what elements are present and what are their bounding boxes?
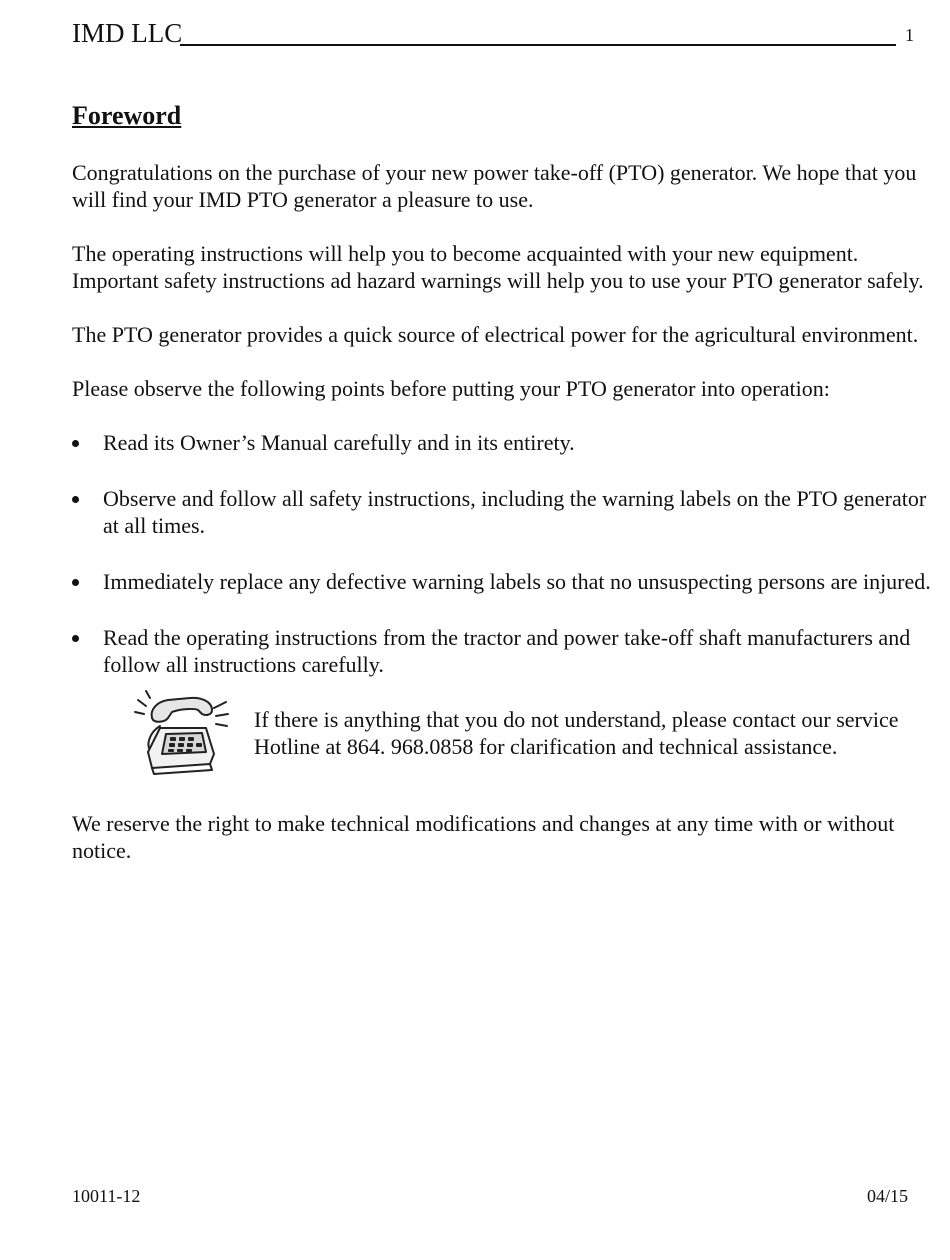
bullet-icon (72, 440, 79, 447)
footer-doc-number: 10011-12 (72, 1186, 141, 1206)
paragraph-observe-points: Please observe the following points before putting your PTO generator into operation: (72, 376, 830, 401)
list-item (72, 429, 932, 456)
paragraph-congratulations: Congratulations on the purchase of your new power take-off (PTO) generator. We hope that you will find your IMD PTO generator a pleasure to use. (72, 160, 917, 212)
list-item-text: Read the operating instructions from the tractor and power take-off shaft manufacturers and follow all instructions carefully. (103, 625, 911, 677)
list-item (72, 568, 932, 595)
section-title: Foreword (72, 101, 182, 130)
company-name: IMD LLC (72, 18, 183, 48)
paragraph-operating-instructions: The operating instructions will help you to become acquainted with your new equipment. Important safety instructions ad hazard warnings will help you to use your PTO generator safely. (72, 241, 924, 293)
page-number: 1 (905, 25, 914, 45)
list-item-text: Read its Owner’s Manual carefully and in its entirety. (103, 430, 575, 455)
bullet-icon (72, 496, 79, 503)
list-item (72, 624, 932, 678)
page-header (72, 16, 914, 50)
document-body (72, 100, 932, 891)
list-item-text: Immediately replace any defective warning labels so that no unsuspecting persons are injured. (103, 569, 931, 594)
paragraph-power-source: The PTO generator provides a quick source of electrical power for the agricultural environment. (72, 322, 919, 347)
paragraph-closing: We reserve the right to make technical modifications and changes at any time with or without notice. (72, 811, 895, 863)
list-item (72, 485, 932, 539)
bullet-list (72, 429, 932, 678)
footer-date: 04/15 (866, 1186, 908, 1206)
bullet-icon (72, 579, 79, 586)
header-rule (180, 44, 896, 46)
list-item-text: Observe and follow all safety instructions, including the warning labels on the PTO generator at all times. (103, 486, 927, 538)
hotline-note (72, 688, 932, 788)
hotline-text: If there is anything that you do not understand, please contact our service Hotline at 864. 968.0858 for clarification and technical assistance. (254, 707, 899, 759)
telephone-icon (132, 688, 232, 784)
bullet-icon (72, 635, 79, 642)
